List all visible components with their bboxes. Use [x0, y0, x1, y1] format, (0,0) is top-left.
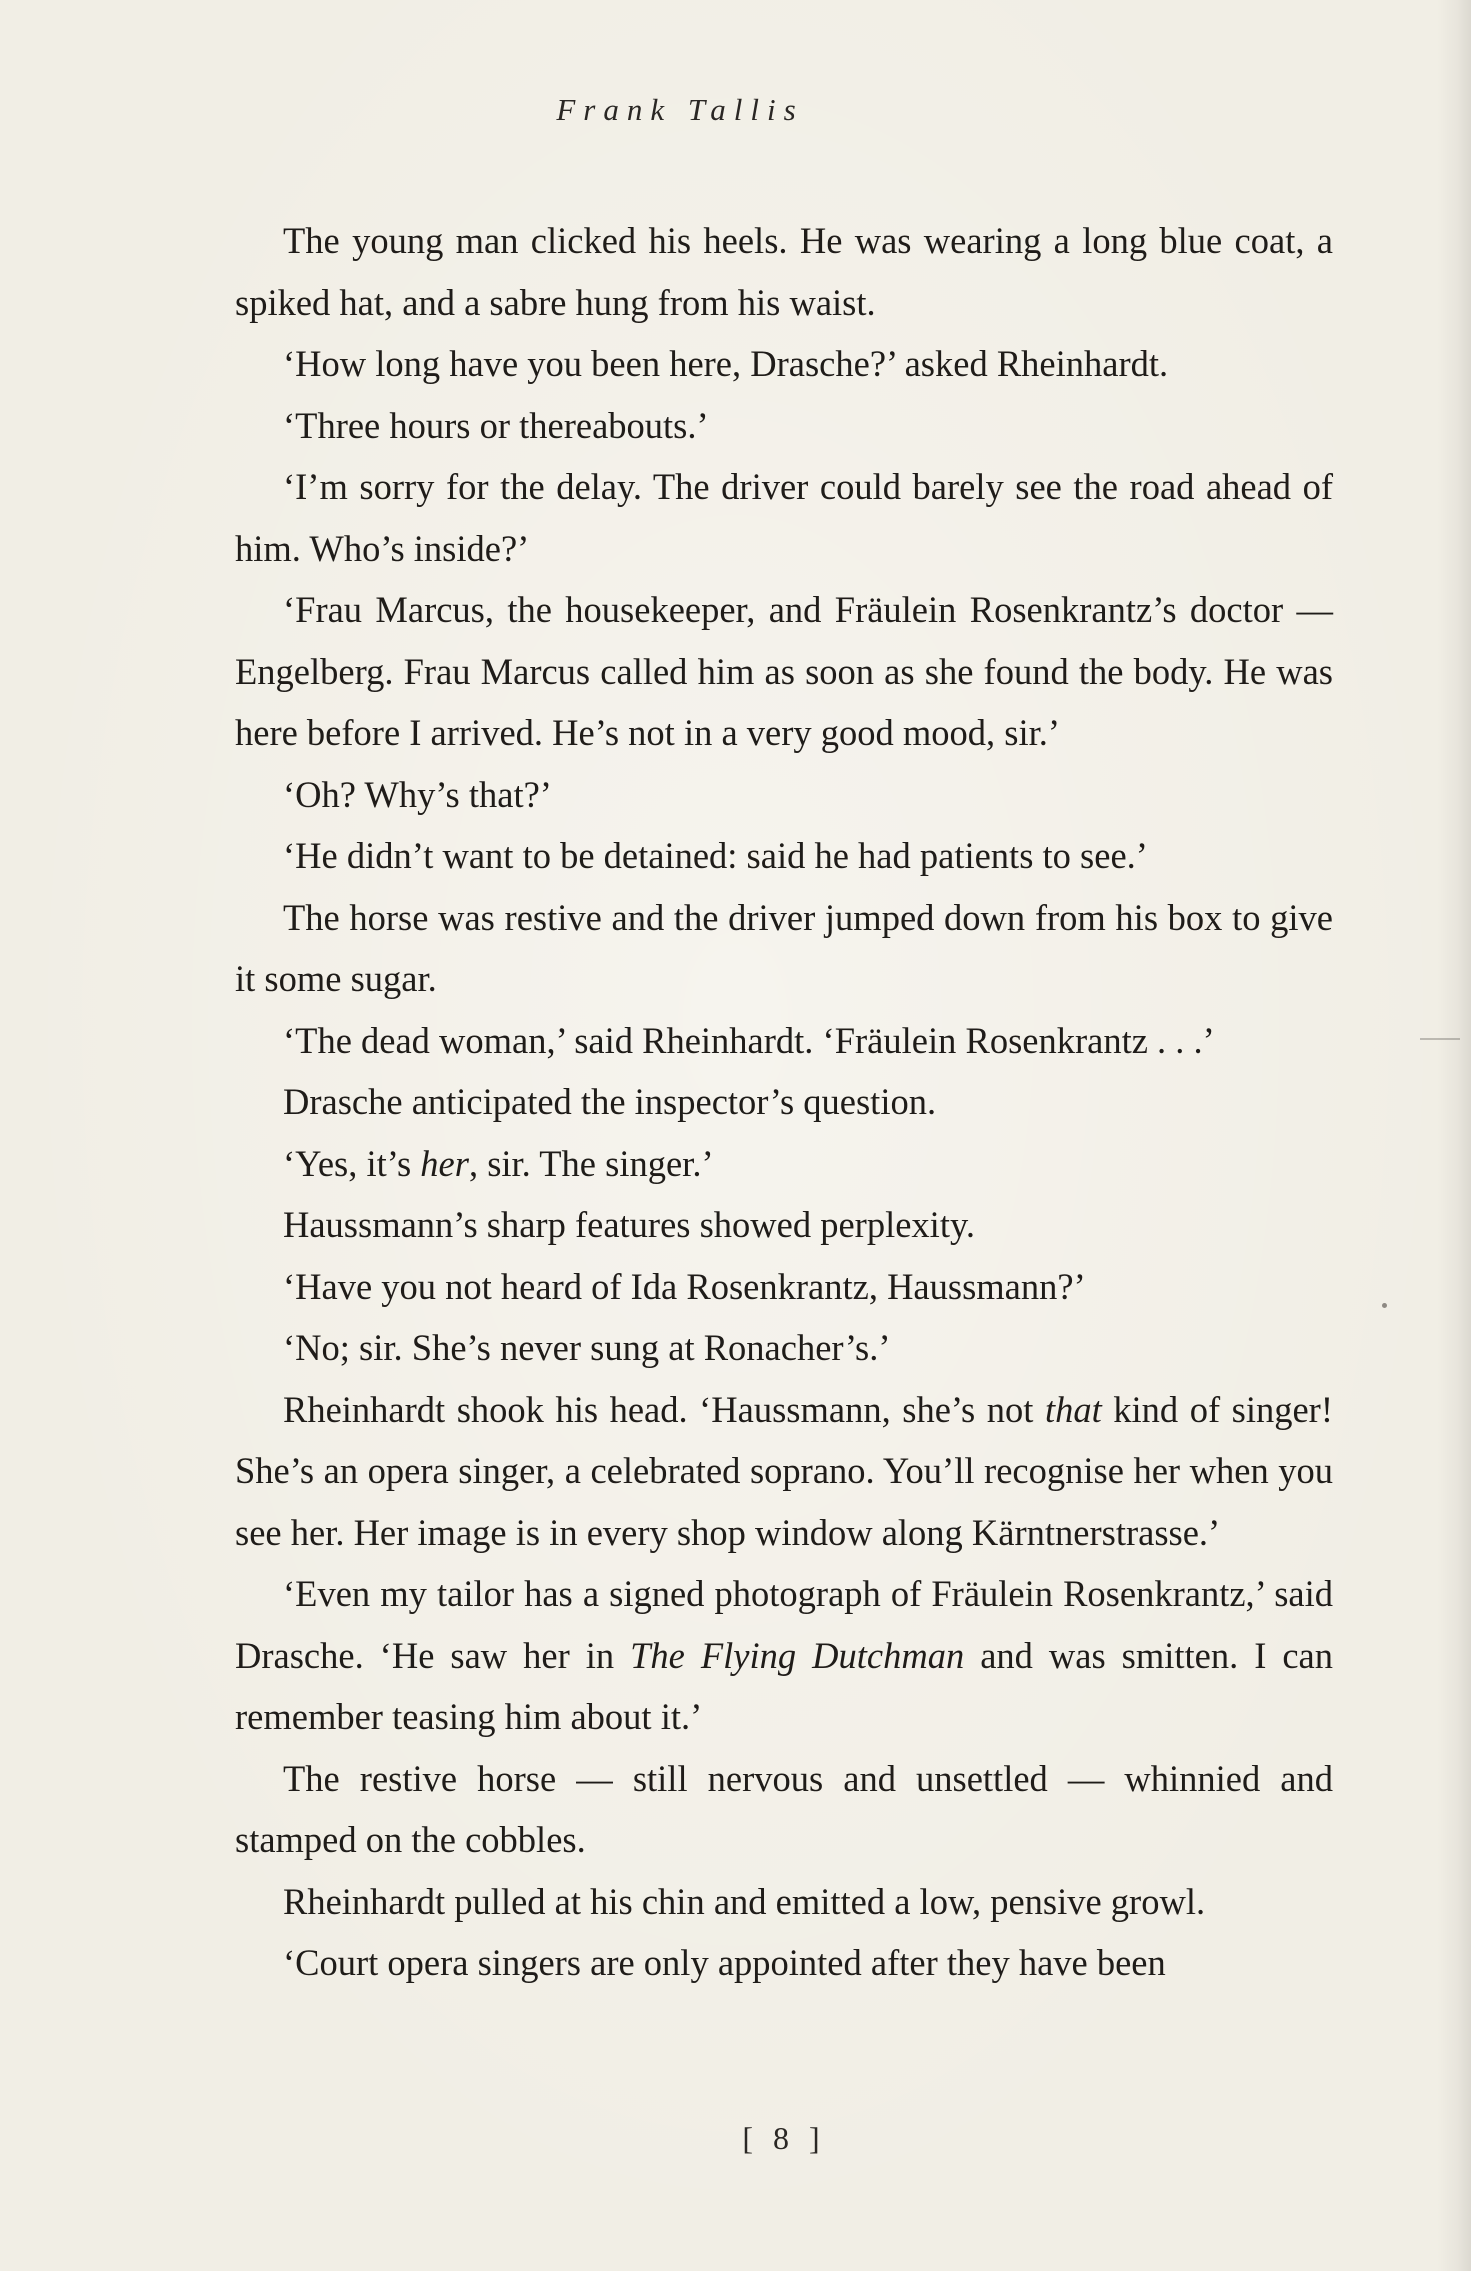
paragraph	[235, 579, 1333, 764]
text-run: Rheinhardt shook his head. ‘Haussmann, she’s not	[283, 1388, 1045, 1430]
text-run: ‘Have you not heard of Ida Rosenkrantz, Haussmann?’	[283, 1265, 1086, 1307]
paper-mark	[1420, 1038, 1460, 1040]
paragraph	[235, 1133, 1333, 1195]
paragraph	[235, 1932, 1333, 1994]
italic-text: her	[420, 1142, 469, 1184]
text-run: The restive horse — still nervous and unsettled — whinnied and stamped on the cobbles.	[235, 1757, 1333, 1860]
text-run: ‘How long have you been here, Drasche?’ asked Rheinhardt.	[283, 343, 1169, 384]
paragraph	[235, 1317, 1333, 1379]
text-run: The young man clicked his heels. He was wearing a long blue coat, a spiked hat, and a sabre hung from his waist.	[235, 220, 1333, 323]
italic-text: The Flying Dutchman	[630, 1634, 965, 1676]
paragraph	[235, 825, 1333, 887]
text-run: , sir. The singer.’	[468, 1142, 714, 1184]
paragraph	[235, 210, 1333, 333]
text-run: ‘I’m sorry for the delay. The driver could barely see the road ahead of him. Who’s inside?’	[235, 466, 1333, 569]
paragraph	[235, 1010, 1333, 1072]
text-run: kind of singer! She’s an opera singer, a celebrated soprano. You’ll recognise her when you see her. Her image is in every shop window along Kärntnerstrasse.’	[235, 1388, 1333, 1553]
paragraph	[235, 1563, 1333, 1748]
paper-speck	[1382, 1303, 1387, 1308]
paragraph	[235, 1748, 1333, 1871]
page-number: [ 8 ]	[742, 2120, 826, 2156]
paragraph	[235, 1194, 1333, 1256]
text-run: ‘The dead woman,’ said Rheinhardt. ‘Fräulein Rosenkrantz . . .’	[283, 1019, 1215, 1061]
text-run: ‘Frau Marcus, the housekeeper, and Fräulein Rosenkrantz’s doctor — Engelberg. Frau Marcus called him as soon as she found the body. He was here before I arrived. He’s not in a very good mood, sir.’	[235, 589, 1333, 753]
text-run: Rheinhardt pulled at his chin and emitted a low, pensive growl.	[283, 1880, 1206, 1922]
paragraph	[235, 764, 1333, 826]
text-run: ‘Oh? Why’s that?’	[283, 773, 552, 815]
text-run: ‘Court opera singers are only appointed after they have been	[283, 1942, 1166, 1983]
text-run: Drasche anticipated the inspector’s question.	[283, 1081, 937, 1122]
running-head: Frank Tallis	[556, 92, 804, 127]
body-text	[235, 210, 1333, 1994]
paragraph	[235, 395, 1333, 457]
paragraph	[235, 887, 1333, 1010]
italic-text: that	[1044, 1388, 1102, 1430]
paragraph	[235, 1256, 1333, 1318]
text-run: and was smitten. I can remember teasing him about it.’	[235, 1634, 1334, 1737]
text-run: ‘Even my tailor has a signed photograph of Fräulein Rosenkrantz,’ said Drasche. ‘He saw her in	[235, 1573, 1333, 1676]
paragraph	[235, 456, 1333, 579]
paragraph	[235, 1871, 1333, 1933]
paragraph	[235, 1071, 1333, 1133]
text-run: Haussmann’s sharp features showed perplexity.	[283, 1204, 975, 1245]
text-run: ‘Yes, it’s	[283, 1142, 421, 1184]
text-run: ‘No; sir. She’s never sung at Ronacher’s.’	[283, 1327, 891, 1368]
text-run: ‘He didn’t want to be detained: said he had patients to see.’	[283, 835, 1148, 876]
text-run: ‘Three hours or thereabouts.’	[283, 404, 709, 446]
paragraph	[235, 333, 1333, 395]
spine-shadow	[1437, 0, 1471, 2271]
paragraph	[235, 1379, 1333, 1564]
text-run: The horse was restive and the driver jumped down from his box to give it some sugar.	[235, 896, 1333, 999]
